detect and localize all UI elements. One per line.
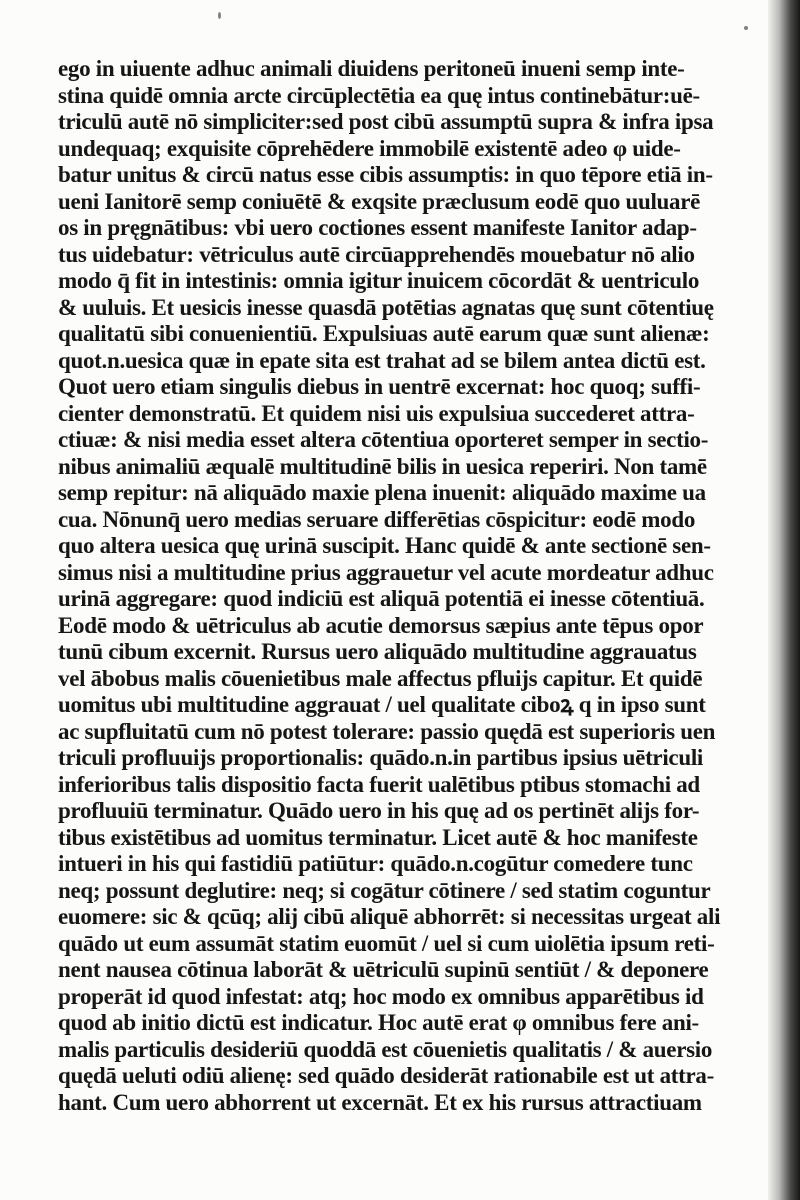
text-line: quo altera uesica quę urinā suscipit. Hanc quidē & ante sectionē sen- — [58, 533, 711, 558]
text-line: & uuluis. Et uesicis inesse quasdā potētias agnatas quę sunt cōtentiuę — [58, 294, 714, 320]
text-line: triculū autē nō simpliciter:sed post cibū assumptū supra & infra ipsa — [58, 109, 714, 134]
text-line: nent nausea cōtinua laborāt & uētriculū supinū sentiūt / & deponere — [58, 957, 709, 982]
page-binding-edge — [768, 0, 800, 1200]
text-line: quod ab initio dictū est indicatur. Hoc autē erat φ omnibus fere ani- — [58, 1010, 699, 1035]
text-line: quędā ueluti odiū alienę: sed quādo desiderāt rationabile est ut attra- — [58, 1063, 714, 1088]
text-line: tunū cibum excernit. Rursus uero aliquādo multitudine aggrauatus — [58, 639, 697, 664]
text-line: ctiuæ: & nisi media esset altera cōtentiua oporteret semper in sectio- — [58, 427, 709, 452]
text-line: nibus animaliū æqualē multitudinē bilis in uesica reperiri. Non tamē — [58, 453, 707, 479]
text-line: triculi profluuijs proportionalis: quādo.n.in partibus ipsius uētriculi — [58, 745, 704, 770]
text-line: uomitus ubi multitudine aggrauat / uel qualitate ciboꝝ q in ipso sunt — [58, 692, 706, 717]
text-line: tibus existētibus ad uomitus terminatur. Licet autē & hoc manifeste — [58, 824, 698, 850]
text-line: malis particulis desideriū quoddā est cōuenietis qualitatis / & auersio — [58, 1036, 713, 1062]
text-line: ac supfluitatū cum nō potest tolerare: passio quędā est superioris uen — [58, 718, 716, 744]
text-line: inferioribus talis dispositio facta fuerit ualētibus ptibus stomachi ad — [58, 771, 700, 797]
text-line: undequaq; exquisite cōprehēdere immobilē existentē adeo φ uide- — [58, 135, 681, 161]
text-line: euomere: sic & qcūq; alij cibū aliquē abhorrēt: si necessitas urgeat ali — [58, 904, 721, 929]
text-line: simus nisi a multitudine prius aggrauetur vel acute mordeatur adhuc — [58, 559, 714, 585]
text-line: Eodē modo & uētriculus ab acutie demorsus sæpius ante tēpus opor — [58, 612, 704, 638]
text-line: qualitatū sibi conuenientiū. Expulsiuas autē earum quæ sunt alienæ: — [58, 321, 710, 346]
text-line: properāt id quod infestat: atq; hoc modo ex omnibus apparētibus id — [58, 983, 704, 1009]
text-line: semp repitur: nā aliquādo maxie plena inuenit: aliquādo maxime ua — [58, 480, 706, 505]
ink-speck — [744, 26, 748, 30]
text-line: vel ābobus malis cōuenietibus male affectus pfluijs capitur. Et quidē — [58, 665, 703, 691]
text-line: quot.n.uesica quæ in epate sita est trahat ad se bilem antea dictū est. — [58, 347, 706, 373]
text-line: neq; possunt deglutire: neq; si cogātur cōtinere / sed statim coguntur — [58, 877, 711, 903]
text-line: urinā aggregare: quod indiciū est aliquā potentiā ei inesse cōtentiuā. — [58, 586, 705, 611]
text-line: cua. Nōnunq̄ uero medias seruare differētias cōspicitur: eodē modo — [58, 506, 696, 532]
text-line: quādo ut eum assumāt statim euomūt / uel si cum uiolētia ipsum reti- — [58, 930, 715, 956]
text-line: Quot uero etiam singulis diebus in uentrē excernat: hoc quoq; suffi- — [58, 374, 701, 399]
text-line: profluuiū terminatur. Quādo uero in his quę ad os pertinēt alijs for- — [58, 798, 700, 823]
body-text-block — [58, 56, 758, 1116]
text-line: hant. Cum uero abhorrent ut excernāt. Et ex his rursus attractiuam — [58, 1089, 702, 1115]
text-line: ego in uiuente adhuc animali diuidens peritoneū inueni semp inte- — [58, 56, 685, 81]
text-line: cienter demonstratū. Et quidem nisi uis expulsiua succederet attra- — [58, 400, 695, 426]
text-line: stina quidē omnia arcte circūplectētia ea quę intus continebātur:uē- — [58, 82, 700, 108]
ink-speck — [218, 12, 221, 19]
text-line: tus uidebatur: vētriculus autē circūapprehendēs mouebatur nō alio — [58, 241, 695, 267]
text-line: intueri in his qui fastidiū patiūtur: quādo.n.cogūtur comedere tunc — [58, 851, 693, 876]
text-line: ueni Ianitorē semp coniuētē & exqsite præclusum eodē quo uuluarē — [58, 188, 701, 214]
text-line: modo q̄ fit in intestinis: omnia igitur inuicem cōcordāt & uentriculo — [58, 268, 700, 293]
text-line: batur unitus & circū natus esse cibis assumptis: in quo tēpore etiā in- — [58, 162, 713, 187]
text-line: os in pręgnātibus: vbi uero coctiones essent manifeste Ianitor adap- — [58, 215, 697, 240]
